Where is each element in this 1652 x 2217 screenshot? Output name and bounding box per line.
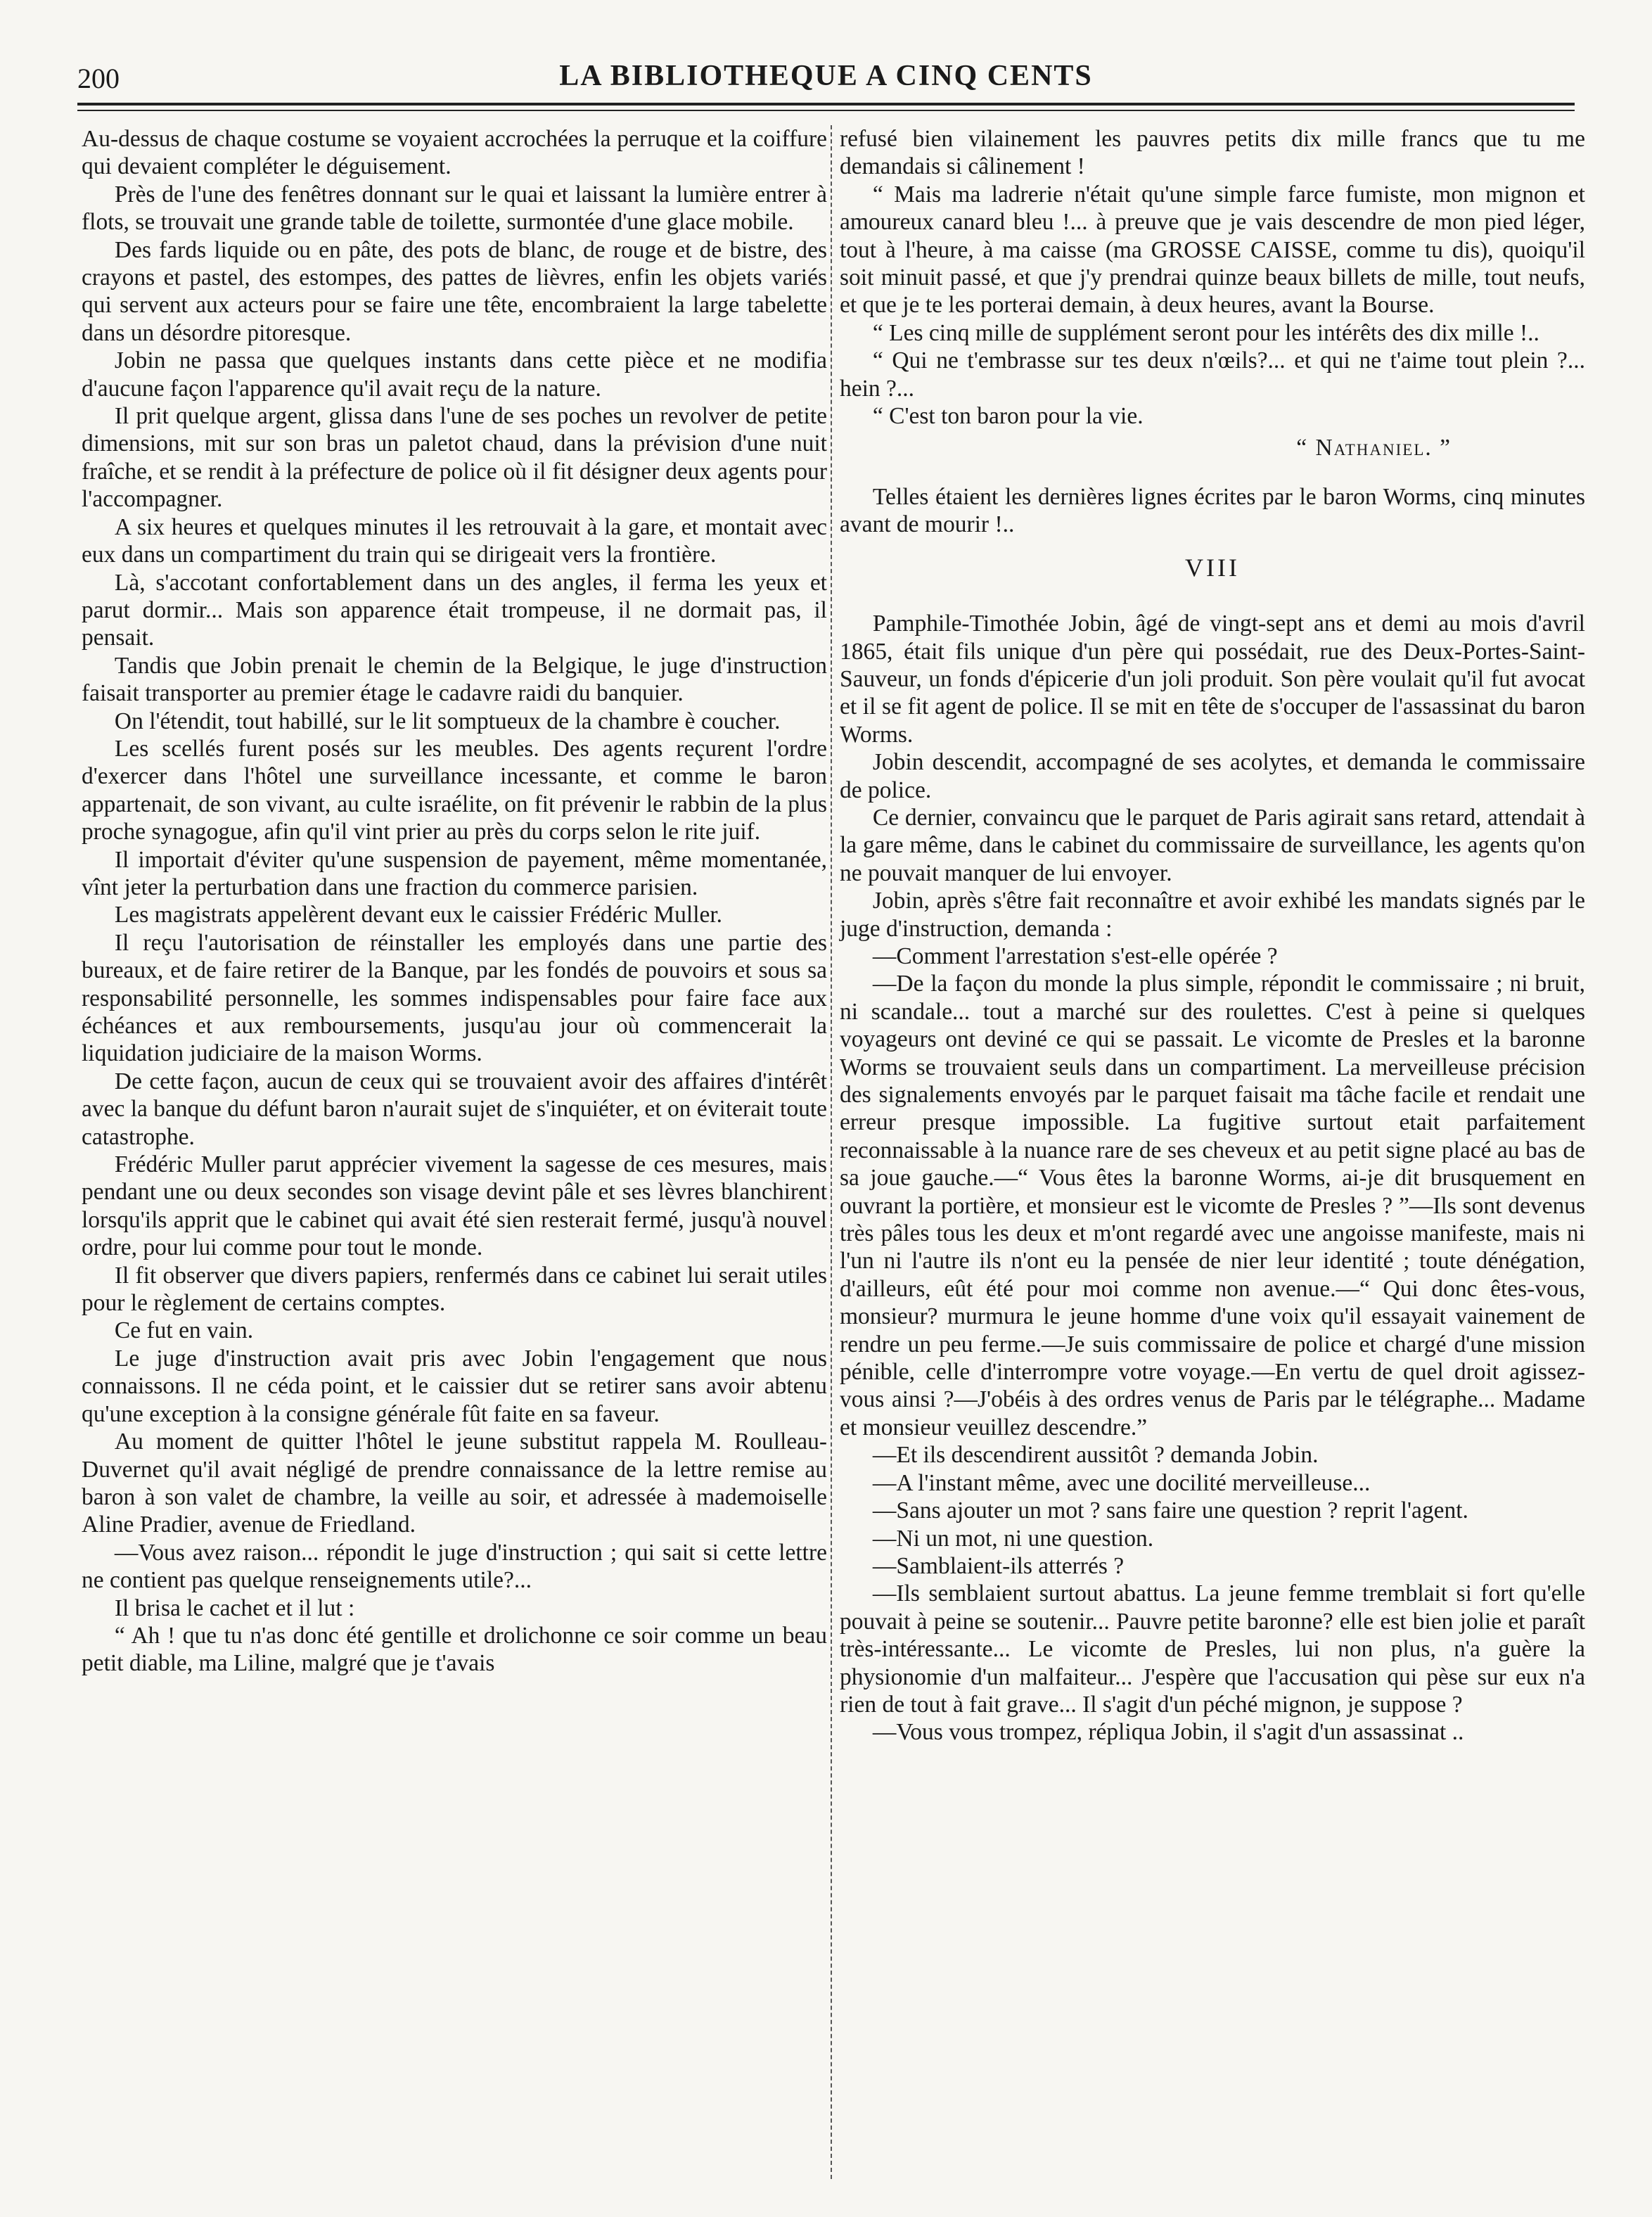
letter-signature: “ Nathaniel. ” — [1296, 435, 1452, 461]
paragraph: —Comment l'arrestation s'est-elle opérée ? — [872, 943, 1278, 969]
paragraph: —De la façon du monde la plus simple, répondit le commissaire ; ni bruit, ni scandale... tout a marché sur des roulettes. C'est à peine si quelques voyageurs ont deviné ce qui se passait. Le vicomte de Presles et la baronne Worms se trouvaient seuls dans un compartiment. La merveilleuse précision des signalements envoyés par le parquet faisait ma tâche facile et rendait une erreur presque impossible. La fugitive surtout etait parfaitement reconnaissable à la nuance rare de ses cheveux et au petit signe placé au bas de sa joue gauche.—“ Vous êtes la baronne Worms, ai-je dit brusquement en ouvrant la portière, et monsieur est le vicomte de Presles ? ”—Ils sont devenus très pâles tous les deux et m'ont regardé avec une angoisse manifeste, mais ni l'un ni l'autre ils n'ont eu la pensée de nier leur identité ; toute dénégation, d'ailleurs, eût été pour moi comme non avenue.—“ Qui donc êtes-vous, monsieur? murmura le jeune homme d'une voix qu'il essayait vainement de rendre un peu ferme.—Je suis commissaire de police et chargé d'une mission pénible, celle d'interrompre votre voyage.—En vertu de quel droit agissez-vous ainsi ?—J'obéis à des ordres venus de Paris par le télégraphe... Madame et monsieur veuillez descendre.” — [840, 971, 1585, 1440]
paragraph: “ Mais ma ladrerie n'était qu'une simple farce fumiste, mon mignon et amoureux canard bleu !... à preuve que je vais descendre de mon pied léger, tout à l'heure, à ma caisse (ma GROSSE CAISSE, comme tu dis), quoiqu'il soit minuit passé, et que j'y prendrai quinze beaux billets de mille, tout neufs, et que je te les porterai demain, à deux heures, avant la Bourse. — [840, 181, 1585, 319]
paragraph: Là, s'accotant confortablement dans un des angles, il ferma les yeux et parut dormir... Mais son apparence était trompeuse, il ne dormait pas, il pensait. — [82, 569, 827, 651]
paragraph: Ce dernier, convaincu que le parquet de Paris agirait sans retard, attendait à la gare même, dans le cabinet du commissaire de surveillance, les agents qu'on ne pouvait manquer de lui envoyer. — [840, 804, 1585, 886]
paragraph: “ Qui ne t'embrasse sur tes deux n'œils?... et qui ne t'aime tout plein ?... hein ?... — [840, 347, 1585, 402]
running-title: LA BIBLIOTHEQUE A CINQ CENTS — [559, 60, 1093, 92]
paragraph: Pamphile-Timothée Jobin, âgé de vingt-sept ans et demi au mois d'avril 1865, était fils unique d'un père qui possédait, rue des Deux-Portes-Saint-Sauveur, un fonds d'épicerie d'un joli produit. Son père voulait qu'il fut avocat et il se fit agent de police. Il se mit en tête de s'occuper de l'assassinat du baron Worms. — [840, 611, 1585, 748]
paragraph: Il reçu l'autorisation de réinstaller les employés dans une partie des bureaux, et de faire retirer de la Banque, par les fondés de pouvoirs et sous sa responsabilité personnelle, les sommes indispensables pour faire face aux échéances et aux remboursements, jusqu'au jour où commencerait la liquidation judiciaire de la maison Worms. — [82, 929, 827, 1067]
paragraph: Le juge d'instruction avait pris avec Jobin l'engagement que nous connaissons. Il ne céda point, et le caissier dut se retirer sans avoir abtenu qu'une exception à la consigne générale fût faite en sa faveur. — [82, 1345, 827, 1427]
paragraph: De cette façon, aucun de ceux qui se trouvaient avoir des affaires d'intérêt avec la banque du défunt baron n'aurait sujet de s'inquiéter, et on éviterait toute catastrophe. — [82, 1068, 828, 1150]
header-rule-thin — [77, 110, 1575, 111]
left-column — [82, 125, 827, 1678]
paragraph: —Ils semblaient surtout abattus. La jeune femme tremblait si fort qu'elle pouvait à peine se soutenir... Pauvre petite baronne? elle est bien jolie et paraît très-intéressante... Le vicomte de Presles, lui non plus, n'a guère la physionomie d'un malfaiteur... J'espère que l'accusation qui pèse sur eux n'a rien de tout à fait grave... Il s'agit d'un péché mignon, je suppose ? — [840, 1580, 1585, 1718]
paragraph: Les magistrats appelèrent devant eux le caissier Frédéric Muller. — [114, 902, 723, 928]
chapter-heading: VIII — [1185, 553, 1240, 582]
paragraph: Jobin, après s'être fait reconnaître et avoir exhibé les mandats signés par le juge d'instruction, demanda : — [840, 888, 1585, 942]
paragraph: Des fards liquide ou en pâte, des pots de blanc, de rouge et de bistre, des crayons et pastel, des estompes, des pattes de lièvres, enfin les objets variés qui servent aux acteurs pour se faire une tête, encombraient la large tabelette dans un désordre pitoresque. — [82, 236, 827, 346]
paragraph: Il brisa le cachet et il lut : — [114, 1595, 355, 1621]
paragraph: “ C'est ton baron pour la vie. — [872, 403, 1144, 430]
page-number: 200 — [77, 63, 120, 94]
paragraph: “ Les cinq mille de supplément seront pour les intérêts des dix mille !.. — [872, 319, 1539, 346]
paragraph: —A l'instant même, avec une docilité merveilleuse... — [872, 1469, 1371, 1496]
column-divider — [831, 125, 832, 2179]
paragraph: Telles étaient les dernières lignes écrites par le baron Worms, cinq minutes avant de mourir !.. — [840, 483, 1585, 538]
paragraph: “ Ah ! que tu n'as donc été gentille et drolichonne ce soir comme un beau petit diable, ma Liline, malgré que je t'avais — [82, 1622, 827, 1677]
paragraph: Jobin descendit, accompagné de ses acolytes, et demanda le commissaire de police. — [840, 749, 1585, 803]
paragraph: Tandis que Jobin prenait le chemin de la Belgique, le juge d'instruction faisait transporter au premier étage le cadavre raidi du banquier. — [82, 652, 827, 707]
paragraph: Il fit observer que divers papiers, renfermés dans ce cabinet lui serait utiles pour le règlement de certains comptes. — [82, 1262, 827, 1317]
right-column — [840, 125, 1585, 1746]
paragraph: Frédéric Muller parut apprécier vivement la sagesse de ces mesures, mais pendant une ou deux secondes son visage devint pâle et ses lèvres blanchirent lorsqu'ils apprit que le cabinet qui avait été sien resterait fermé, jusqu'à nouvel ordre, pour lui comme pour tout le monde. — [82, 1151, 827, 1261]
paragraph: —Vous avez raison... répondit le juge d'instruction ; qui sait si cette lettre ne contient pas quelque renseignements utile?... — [82, 1539, 827, 1594]
paragraph: —Samblaient-ils atterrés ? — [872, 1552, 1125, 1579]
paragraph: —Et ils descendirent aussitôt ? demanda Jobin. — [872, 1442, 1319, 1469]
paragraph: Ce fut en vain. — [114, 1317, 254, 1344]
paragraph: A six heures et quelques minutes il les retrouvait à la gare, et montait avec eux dans un compartiment du train qui se dirigeait vers la frontière. — [82, 513, 827, 568]
paragraph: Il importait d'éviter qu'une suspension de payement, même momentanée, vînt jeter la perturbation dans une fraction du commerce parisien. — [82, 846, 827, 900]
paragraph: Jobin ne passa que quelques instants dans cette pièce et ne modifia d'aucune façon l'apparence qu'il avait reçu de la nature. — [82, 347, 827, 402]
paragraph: —Sans ajouter un mot ? sans faire une question ? reprit l'agent. — [872, 1497, 1468, 1524]
paragraph: On l'étendit, tout habillé, sur le lit somptueux de la chambre è coucher. — [114, 708, 781, 734]
paragraph: Au-dessus de chaque costume se voyaient accrochées la perruque et la coiffure qui devaient compléter le déguisement. — [82, 126, 827, 180]
paragraph: —Ni un mot, ni une question. — [872, 1525, 1154, 1552]
page-header — [77, 62, 1575, 104]
header-rule — [77, 103, 1575, 106]
paragraph: refusé bien vilainement les pauvres petits dix mille francs que tu me demandais si câlinement ! — [840, 126, 1585, 180]
paragraph: Les scellés furent posés sur les meubles. Des agents reçurent l'ordre d'exercer dans l'hôtel une surveillance incessante, et comme le baron appartenait, de son vivant, au culte israélite, on fit prévenir le rabbin de la plus proche synagogue, afin qu'il vint prier au près du corps selon le rite juif. — [82, 735, 827, 845]
paragraph: Près de l'une des fenêtres donnant sur le quai et laissant la lumière entrer à flots, se trouvait une grande table de toilette, surmontée d'une glace mobile. — [82, 181, 827, 236]
paragraph: Au moment de quitter l'hôtel le jeune substitut rappela M. Roulleau-Duvernet qu'il avait négligé de prendre connaissance de la lettre remise au baron à son valet de chambre, la veille au soir, et adressée à mademoiselle Aline Pradier, avenue de Friedland. — [82, 1429, 827, 1538]
paragraph: —Vous vous trompez, répliqua Jobin, il s'agit d'un assassinat .. — [872, 1719, 1464, 1746]
paragraph: Il prit quelque argent, glissa dans l'une de ses poches un revolver de petite dimensions, mit sur son bras un paletot chaud, dans la prévision d'une nuit fraîche, et se rendit à la préfecture de police où il fit désigner deux agents pour l'accompagner. — [82, 403, 827, 513]
